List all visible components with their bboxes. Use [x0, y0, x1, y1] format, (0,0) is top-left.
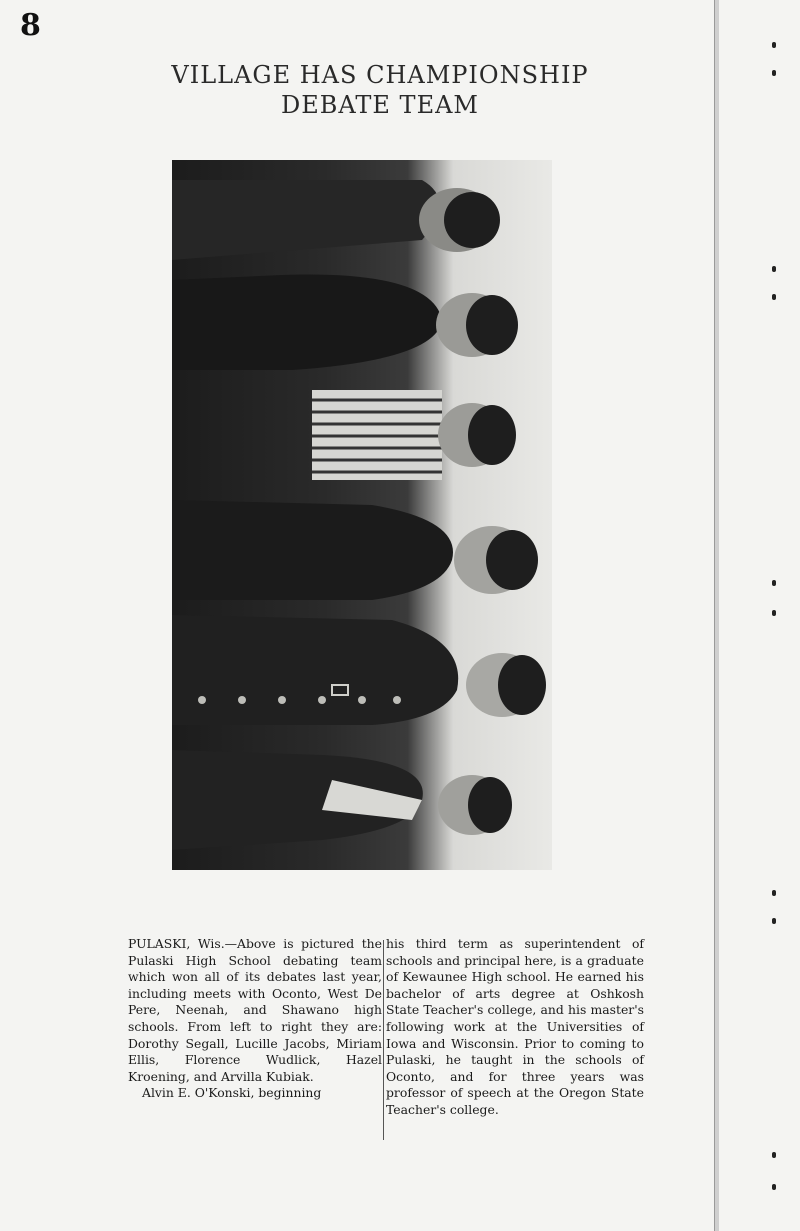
debater-figure [172, 180, 500, 260]
team-photo [172, 160, 552, 870]
article-column-right [386, 936, 644, 1119]
article-paragraph: PULASKI, Wis.—Above is pictured the Pulaski High School debating team which won all of its debates last year, including meets with Oconto, West De Pere, Neenah, and Shawano high schools. From left to right they are: Dorothy Segall, Lucille Jacobs, Miriam Ellis, Florence Wudlick, Hazel Kroening, and Arvilla Kubiak. [128, 936, 382, 1084]
edge-mark [772, 266, 776, 272]
edge-mark [772, 42, 776, 48]
debater-figure [172, 500, 538, 600]
edge-mark [772, 610, 776, 616]
edge-mark [772, 580, 776, 586]
headline-line-1: VILLAGE HAS CHAMPIONSHIP [171, 61, 589, 89]
article-paragraph: Alvin E. O'Konski, beginning [142, 1085, 322, 1101]
debater-figure [172, 750, 512, 850]
article-paragraph: his third term as superintendent of schools and principal here, is a graduate of Kewaunee High school. He earned his bachelor of arts degree at Oshkosh State Teacher's college, and his master's following work at the Universities of Iowa and Wisconsin. Prior to coming to Pulaski, he taught in the schools of Oconto, and for three years was professor of speech at the Oregon State Teacher's college. [386, 936, 644, 1117]
debater-figure [172, 615, 546, 725]
team-photo-illustration [172, 160, 552, 870]
edge-mark [772, 294, 776, 300]
debater-figure [312, 390, 516, 480]
page-edge-strip [714, 0, 719, 1231]
edge-mark [772, 918, 776, 924]
article-column-left [128, 936, 382, 1102]
edge-mark [772, 890, 776, 896]
page-number: 8 [20, 8, 41, 43]
debater-figure [172, 275, 518, 370]
headline [130, 60, 630, 120]
edge-mark [772, 1184, 776, 1190]
headline-line-2: DEBATE TEAM [280, 91, 479, 119]
column-rule [383, 940, 384, 1140]
edge-mark [772, 1152, 776, 1158]
edge-mark [772, 70, 776, 76]
